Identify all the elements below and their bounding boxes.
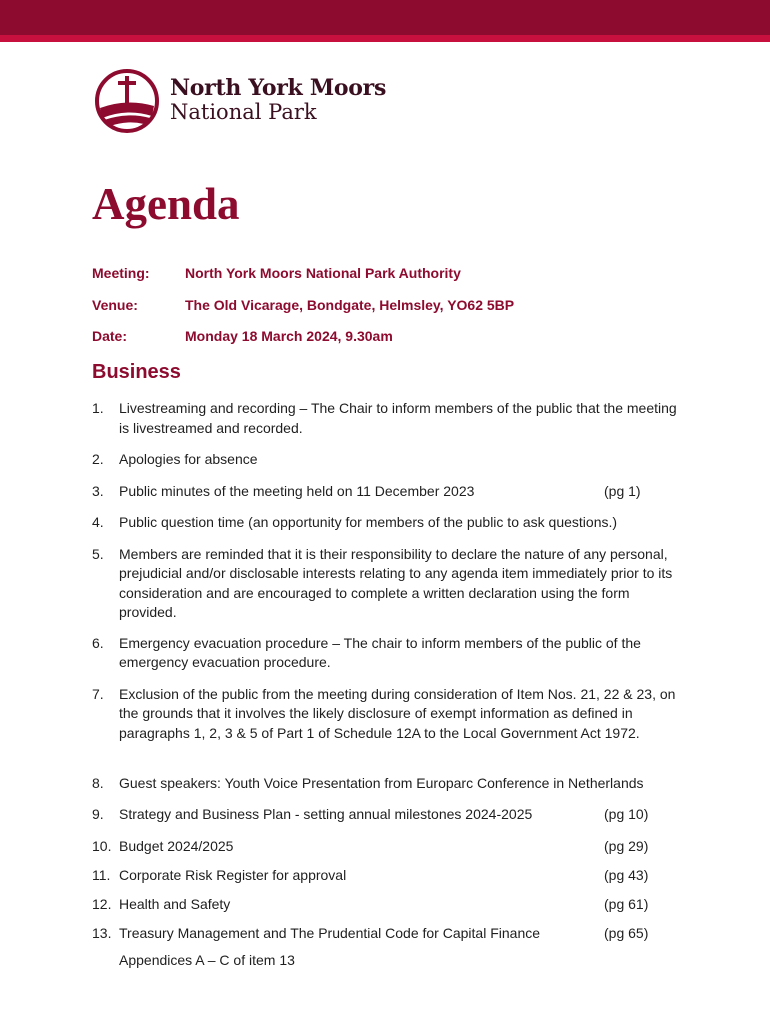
item-number: 9. bbox=[92, 806, 104, 822]
item-page-ref: (pg 29) bbox=[604, 837, 649, 854]
agenda-item bbox=[92, 545, 692, 634]
agenda-item bbox=[92, 513, 692, 545]
logo-line-1: North York Moors bbox=[170, 75, 387, 101]
item-text: Apologies for absence bbox=[119, 451, 258, 467]
page-title: Agenda bbox=[92, 179, 240, 229]
item-sub-note: Appendices A – C of item 13 bbox=[119, 952, 295, 968]
logo-line-2: National Park bbox=[170, 100, 317, 124]
agenda-item bbox=[92, 895, 692, 924]
item-number: 8. bbox=[92, 774, 104, 791]
item-text: Health and Safety bbox=[119, 896, 231, 912]
logo-wordmark bbox=[170, 76, 386, 124]
item-page-ref: (pg 1) bbox=[604, 482, 641, 499]
agenda-item bbox=[92, 805, 692, 837]
item-number: 12. bbox=[92, 896, 112, 912]
item-text: Public question time (an opportunity for members of the public to ask questions.) bbox=[119, 514, 618, 530]
header-stripe bbox=[0, 35, 770, 42]
venue-label: Venue: bbox=[92, 296, 138, 313]
item-text: Public minutes of the meeting held on 11 December 2023 bbox=[119, 482, 475, 499]
header-band bbox=[0, 0, 770, 35]
item-text: Budget 2024/2025 bbox=[119, 837, 234, 854]
item-number: 3. bbox=[92, 482, 104, 499]
date-value: Monday 18 March 2024, 9.30am bbox=[185, 328, 393, 344]
agenda-item bbox=[92, 685, 692, 774]
item-page-ref: (pg 10) bbox=[604, 806, 649, 822]
item-text: Strategy and Business Plan - setting annual milestones 2024-2025 bbox=[119, 806, 533, 822]
venue-value: The Old Vicarage, Bondgate, Helmsley, YO62 5BP bbox=[185, 296, 515, 313]
meeting-label: Meeting: bbox=[92, 265, 150, 281]
item-text: Members are reminded that it is their responsibility to declare the nature of any personal, prejudicial and/or disclosable interests relating to any agenda item immediately prior to its consideration and are encouraged to complete a written declaration using the form provided. bbox=[119, 545, 673, 620]
agenda-item bbox=[92, 482, 692, 514]
meeting-value: North York Moors National Park Authority bbox=[185, 265, 461, 281]
item-number: 4. bbox=[92, 514, 104, 530]
item-text: Exclusion of the public from the meeting during consideration of Item Nos. 21, 22 & 23, on the grounds that it involves the likely disclosure of exempt information as defined in paragraphs 1, 2, 3 & 5 of Part 1 of Schedule 12A to the Local Government Act 1972. bbox=[119, 685, 676, 741]
item-number: 7. bbox=[92, 685, 104, 702]
agenda-item bbox=[92, 866, 692, 895]
item-page-ref: (pg 43) bbox=[604, 867, 649, 883]
agenda-list bbox=[92, 399, 692, 953]
item-page-ref: (pg 65) bbox=[604, 924, 649, 941]
item-text: Livestreaming and recording – The Chair to inform members of the public that the meeting is livestreamed and recorded. bbox=[119, 400, 677, 436]
item-text: Emergency evacuation procedure – The chair to inform members of the public of the emergency evacuation procedure. bbox=[119, 634, 641, 670]
item-text: Corporate Risk Register for approval bbox=[119, 867, 347, 883]
section-heading: Business bbox=[92, 361, 181, 383]
item-page-ref: (pg 61) bbox=[604, 896, 649, 912]
agenda-item bbox=[92, 399, 692, 450]
agenda-item bbox=[92, 774, 692, 806]
item-number: 1. bbox=[92, 400, 104, 416]
park-logo bbox=[94, 68, 394, 134]
agenda-item bbox=[92, 837, 692, 867]
item-number: 13. bbox=[92, 924, 112, 941]
item-number: 6. bbox=[92, 634, 104, 651]
item-number: 10. bbox=[92, 837, 112, 854]
item-text: Guest speakers: Youth Voice Presentation from Europarc Conference in Netherlands bbox=[119, 774, 644, 791]
agenda-item bbox=[92, 450, 692, 482]
agenda-item bbox=[92, 924, 692, 953]
item-number: 11. bbox=[92, 867, 111, 883]
item-number: 5. bbox=[92, 545, 104, 562]
item-number: 2. bbox=[92, 451, 104, 467]
cross-emblem-icon bbox=[94, 68, 160, 134]
date-label: Date: bbox=[92, 328, 128, 344]
item-text: Treasury Management and The Prudential Code for Capital Finance bbox=[119, 924, 541, 941]
agenda-item bbox=[92, 634, 692, 685]
